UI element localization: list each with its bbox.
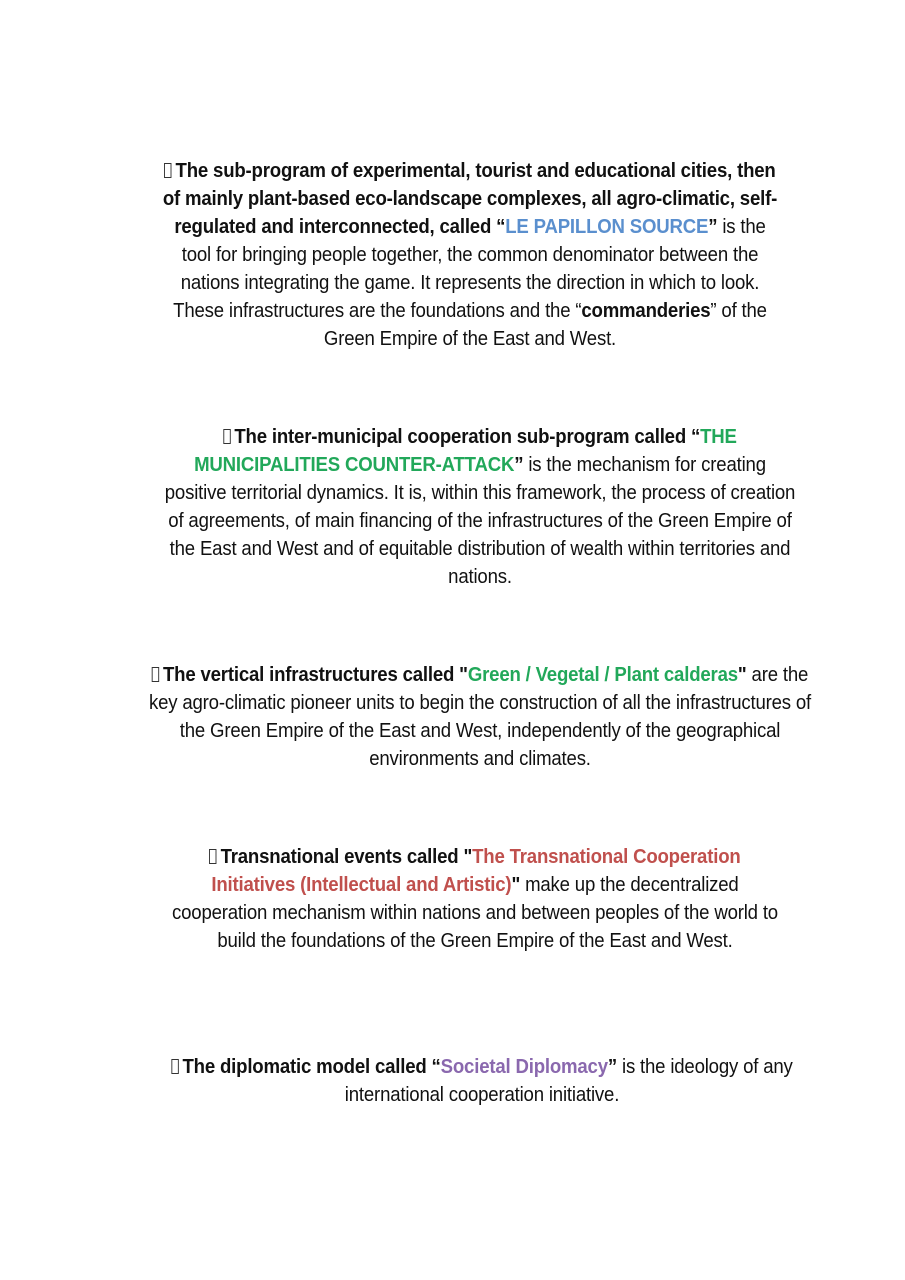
program-name: Green / Vegetal / Plant calderas <box>467 664 738 686</box>
paragraph-municipalities <box>164 423 796 591</box>
closing-quote: " <box>511 874 521 896</box>
bullet-missing-glyph-icon <box>209 849 216 864</box>
program-name: THE MUNICIPALITIES COUNTER-ATTACK <box>194 426 737 476</box>
paragraph-text: are the key agro-climatic pioneer units to begin the construction of all the infrastructures of the Green Empire of the East and West, independently of the geographical environments and climates. <box>148 664 812 770</box>
bullet-missing-glyph-icon <box>152 667 159 682</box>
paragraph-societal-diplomacy <box>138 1053 826 1109</box>
closing-quote: ” <box>708 216 718 238</box>
bold-term: commanderies <box>581 300 711 322</box>
paragraph-lead: The sub-program of experimental, tourist and educational cities, then of mainly plant-based eco-landscape complexes, all agro-climatic, self-regulated and interconnected, called “ <box>162 160 778 238</box>
paragraph-papillon-source <box>158 157 781 353</box>
paragraph-text: make up the decentralized cooperation mechanism within nations and between peoples of the world to build the foundations of the Green Empire of the East and West. <box>172 874 778 952</box>
program-name: The Transnational Cooperation Initiatives (Intellectual and Artistic) <box>211 846 741 896</box>
paragraph-text: is the ideology of any international cooperation initiative. <box>344 1056 793 1106</box>
paragraph-transnational-initiatives <box>168 843 782 955</box>
paragraph-lead: The diplomatic model called “ <box>182 1056 441 1078</box>
closing-quote: ” <box>607 1056 618 1078</box>
paragraph-lead: The inter-municipal cooperation sub-program called “ <box>234 426 701 448</box>
paragraph-text: is the mechanism for creating positive territorial dynamics. It is, within this framework, the process of creation of agreements, of main financing of the infrastructures of the Green Empire of the East and West and of equitable distribution of wealth within territories and nations. <box>164 454 796 588</box>
paragraph-calderas <box>141 661 820 773</box>
paragraph-text: is the tool for bringing people together, the common denominator between the nations integrating the game. It represents the direction in which to look. These infrastructures are the foundations and the “ <box>173 216 766 322</box>
closing-quote: " <box>737 664 747 686</box>
program-name: Societal Diplomacy <box>440 1056 608 1078</box>
closing-quote: ” <box>514 454 524 476</box>
paragraph-lead: The vertical infrastructures called " <box>162 664 468 686</box>
bullet-missing-glyph-icon <box>171 1059 178 1074</box>
paragraph-lead: Transnational events called " <box>220 846 473 868</box>
bullet-missing-glyph-icon <box>223 429 230 444</box>
paragraph-text-end: ” of the Green Empire of the East and West. <box>323 300 767 350</box>
bullet-missing-glyph-icon <box>164 163 171 178</box>
program-name: LE PAPILLON SOURCE <box>505 216 709 238</box>
